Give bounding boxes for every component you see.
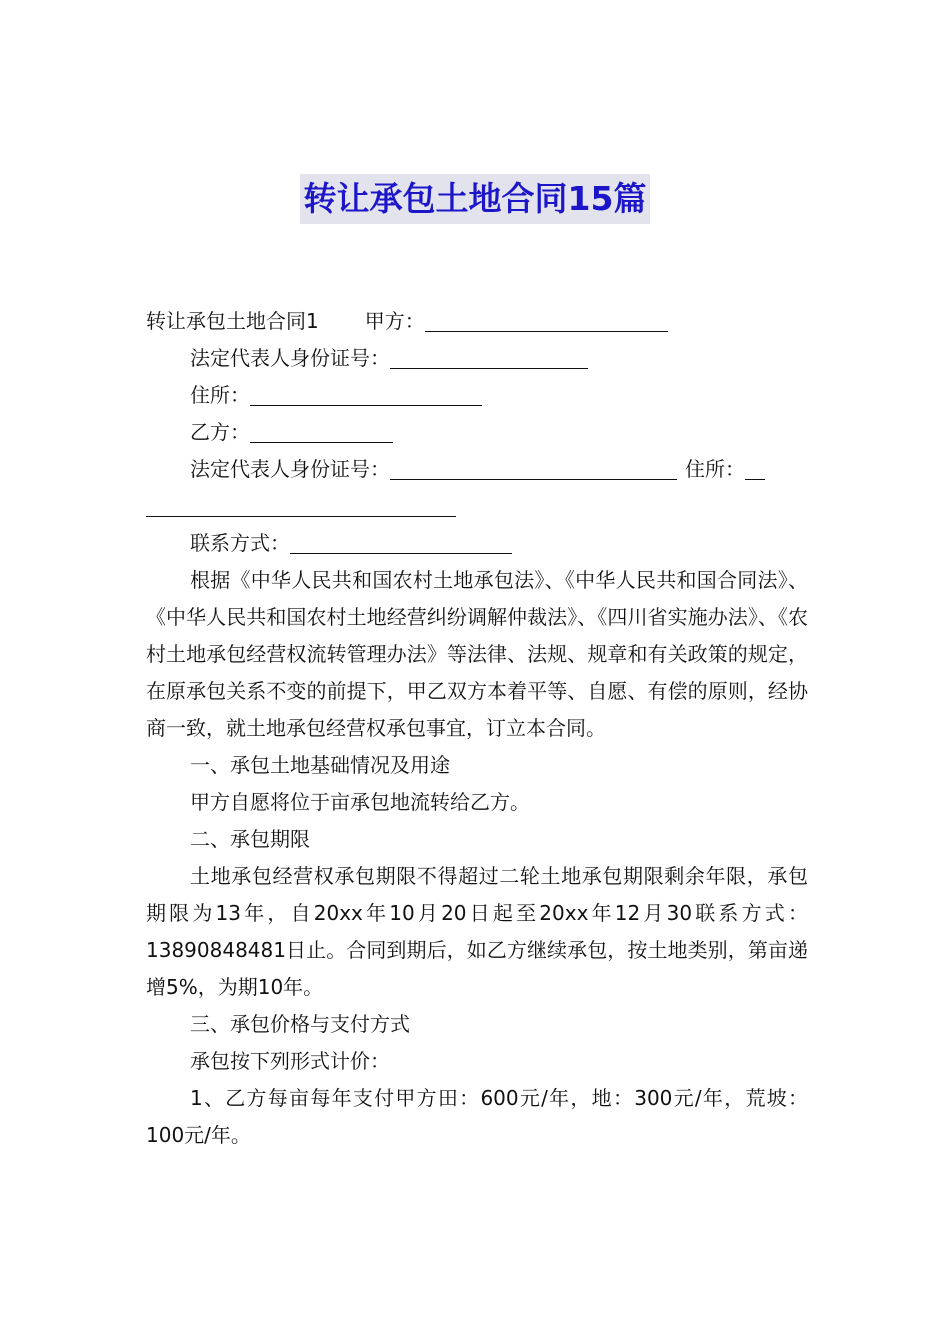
party-b-address-blank-end — [146, 492, 456, 517]
party-a-id-line — [146, 340, 808, 377]
party-a-label: 甲方： — [364, 309, 425, 333]
party-b-blank — [250, 418, 393, 443]
section-3-intro: 承包按下列形式计价： — [190, 1049, 390, 1073]
party-b-address-blank-start — [745, 455, 765, 480]
party-a-id-blank — [390, 344, 588, 369]
section-2-heading: 二、承包期限 — [190, 827, 310, 851]
party-a-address-label: 住所： — [190, 383, 250, 407]
contract-subtitle: 转让承包土地合同1 — [146, 309, 319, 333]
section-3-item-1: 1、乙方每亩每年支付甲方田：600元/年，地：300元/年，荒坡：100元/年。 — [146, 1086, 808, 1147]
contact-line — [146, 525, 808, 562]
party-b-id-blank — [390, 455, 677, 480]
party-b-id-label: 法定代表人身份证号： — [190, 457, 390, 481]
document-body — [146, 303, 808, 1154]
preamble-paragraph: 根据《中华人民共和国农村土地承包法》、《中华人民共和国合同法》、《中华人民共和国农村土地经营纠纷调解仲裁法》、《四川省实施办法》、《农村土地承包经营权流转管理办法》等法律、法规、规章和有关政策的规定，在原承包关系不变的前提下，甲乙双方本着平等、自愿、有偿的原则，经协商一致，就土地承包经营权承包事宜，订立本合同。 — [146, 568, 808, 740]
document-title-block — [0, 174, 950, 224]
party-a-id-label: 法定代表人身份证号： — [190, 346, 390, 370]
document-title: 转让承包土地合同15篇 — [300, 174, 651, 224]
section-2-text: 土地承包经营权承包期限不得超过二轮土地承包期限剩余年限，承包期限为13年，自20xx年10月20日起至20xx年12月30联系方式：13890848481日止。合同到期后，如乙方继续承包，按土地类别，第亩递增5%，为期10年。 — [146, 864, 808, 999]
contact-blank — [290, 529, 512, 554]
section-1-text: 甲方自愿将位于亩承包地流转给乙方。 — [190, 790, 530, 814]
party-b-line — [146, 414, 808, 451]
party-b-address-label: 住所： — [685, 457, 745, 481]
party-a-blank — [425, 307, 668, 332]
party-a-line — [146, 303, 808, 340]
party-b-id-line — [146, 451, 808, 488]
party-b-label: 乙方： — [190, 420, 250, 444]
section-3-heading: 三、承包价格与支付方式 — [190, 1012, 410, 1036]
contact-label: 联系方式： — [190, 531, 290, 555]
party-a-address-line — [146, 377, 808, 414]
party-a-address-blank — [250, 381, 482, 406]
section-1-heading: 一、承包土地基础情况及用途 — [190, 753, 450, 777]
party-b-address-continued-line — [146, 488, 808, 525]
